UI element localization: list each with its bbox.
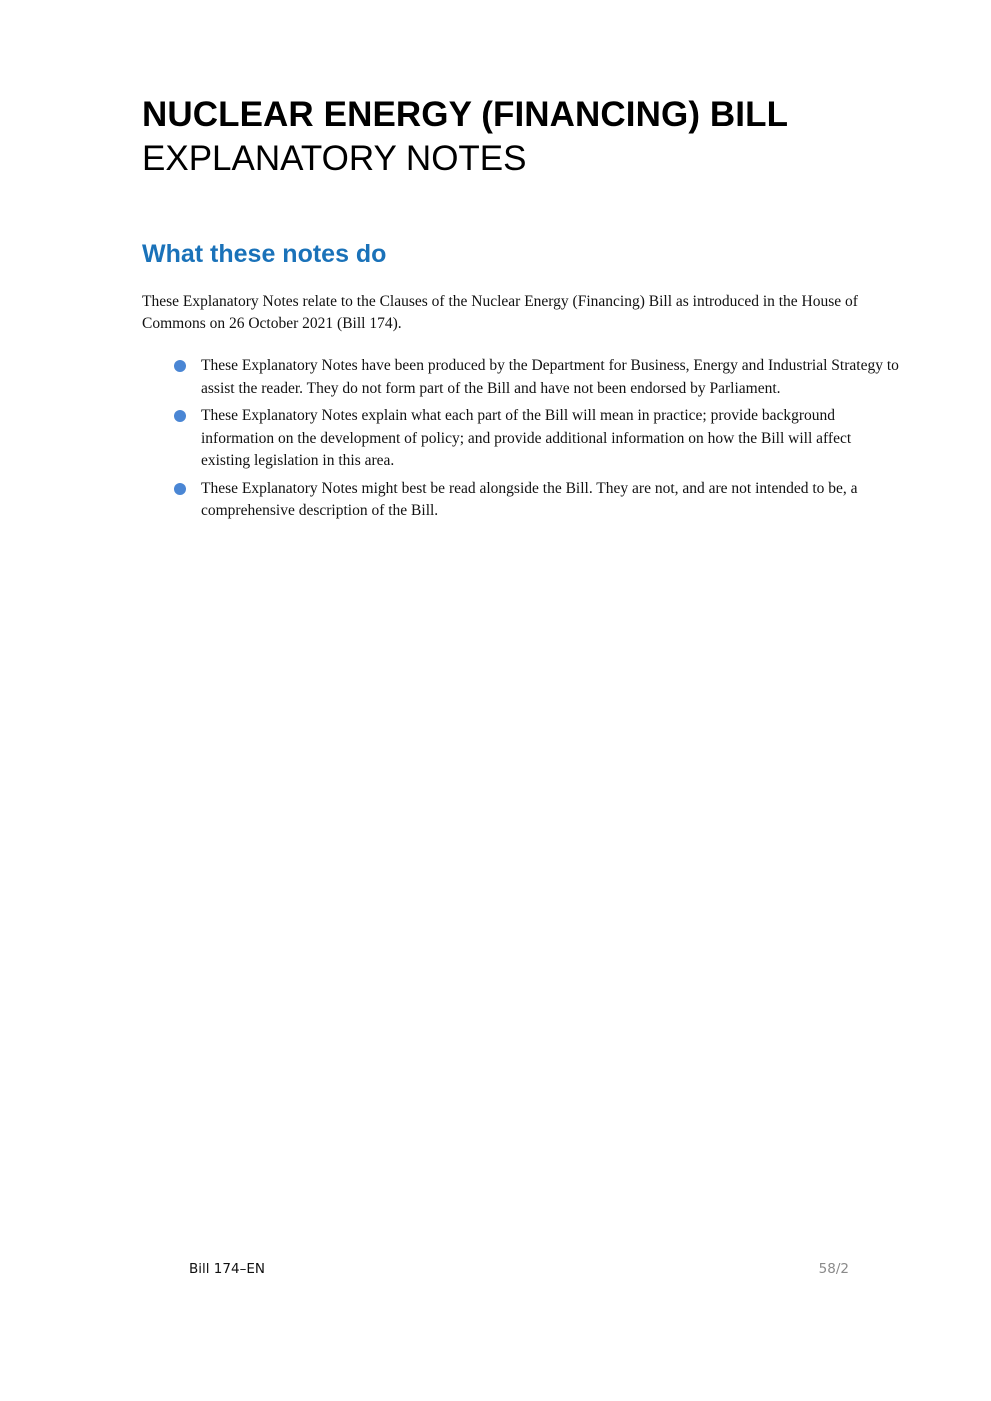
bullet-icon [174, 360, 186, 372]
section-heading: What these notes do [142, 240, 387, 268]
list-item-text: These Explanatory Notes have been produced by the Department for Business, Energy and Industrial Strategy to assist the reader. They do not form part of the Bill and have not been endorsed by Parliament. [201, 357, 899, 397]
bullet-icon [174, 410, 186, 422]
list-item-text: These Explanatory Notes explain what each part of the Bill will mean in practice; provide background information on the development of policy; and provide additional information on how the Bill will affect existing legislation in this area. [201, 407, 852, 469]
bullet-icon [174, 483, 186, 495]
list-item [142, 405, 901, 473]
page-code: 58/2 [818, 1261, 849, 1277]
intro-paragraph: These Explanatory Notes relate to the Clauses of the Nuclear Energy (Financing) Bill as introduced in the House of Commons on 26 October 2021 (Bill 174). [142, 293, 858, 332]
list-item [142, 355, 901, 400]
bill-reference: Bill 174–EN [189, 1261, 265, 1277]
list-item [142, 478, 901, 523]
bullet-list [142, 355, 922, 528]
document-subtitle: EXPLANATORY NOTES [142, 139, 527, 178]
document-title: NUCLEAR ENERGY (FINANCING) BILL [142, 95, 789, 134]
list-item-text: These Explanatory Notes might best be read alongside the Bill. They are not, and are not intended to be, a comprehensive description of the Bill. [201, 479, 858, 519]
